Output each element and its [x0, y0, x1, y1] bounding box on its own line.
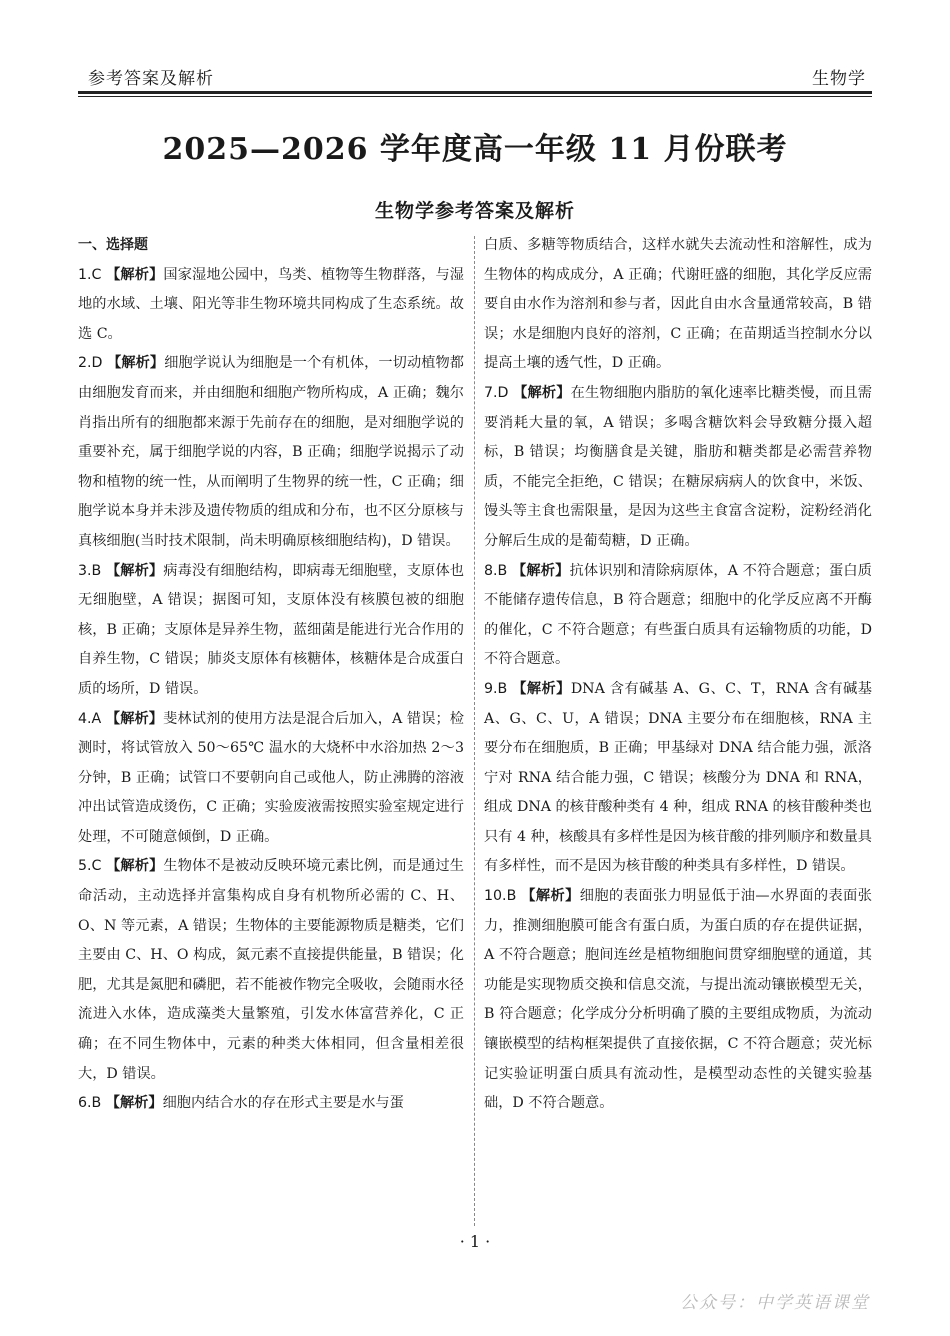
watermark: 公众号：中学英语课堂: [680, 1293, 870, 1313]
analysis-tag: 【解析】: [512, 680, 571, 697]
answer-item-3: [78, 557, 464, 705]
answer-text: 病毒没有细胞结构，即病毒无细胞壁，支原体也无细胞壁，A 错误；据图可知，支原体没有核膜包被的细胞核，B 正确；支原体是异养生物，蓝细菌是能进行光合作用的自养生物，C 错误；肺炎支原体有核糖体，核糖体是合成蛋白质的场所，D 错误。: [78, 562, 464, 697]
analysis-tag: 【解析】: [105, 562, 164, 579]
answer-item-10: [484, 882, 872, 1119]
answer-item-9: [484, 675, 872, 882]
document-subtitle: 生物学参考答案及解析: [374, 200, 575, 222]
answer-item-5: [78, 852, 464, 1089]
section-heading: 一、选择题: [78, 237, 148, 253]
document-title: 2025—2026 学年度高一年级 11 月份联考: [162, 132, 788, 167]
header-rule-thin: [78, 96, 872, 97]
analysis-tag: 【解析】: [105, 710, 164, 727]
answer-text: 细胞的表面张力明显低于油—水界面的表面张力，推测细胞膜可能含有蛋白质，为蛋白质的存在提供证据，A 不符合题意；胞间连丝是植物细胞间贯穿细胞壁的通道，其功能是实现物质交换和信息交流，与提出流动镶嵌模型无关，B 符合题意；化学成分分析明确了膜的主要组成物质，为流动镶嵌模型的结构框架提供了直接依据，C 不符合题意；荧光标记实验证明蛋白质具有流动性，是模型动态性的关键实验基础，D 不符合题意。: [484, 888, 872, 1112]
analysis-tag: 【解析】: [106, 858, 164, 875]
answer-text: 细胞内结合水的存在形式主要是水与蛋: [162, 1095, 404, 1112]
analysis-tag: 【解析】: [107, 355, 165, 372]
answer-text: 生物体不是被动反映环境元素比例，而是通过生命活动，主动选择并富集构成自身有机物所必需的 C、H、O、N 等元素，A 错误；生物体的主要能源物质是糖类，它们主要由 C、H、O 构成，氮元素不直接提供能量，B 错误；化肥，尤其是氮肥和磷肥，若不能被作物完全吸收，会随雨水径流进入水体，造成藻类大量繁殖，引发水体富营养化，C 正确；在不同生物体中，元素的种类大体相同，但含量相差很大，D 错误。: [78, 858, 464, 1082]
header-subject-label: 生物学: [812, 69, 866, 89]
answer-number: 8.B: [484, 562, 508, 579]
answer-number: 2.D: [78, 355, 103, 372]
answer-item-4: [78, 705, 464, 853]
answer-number: 9.B: [484, 680, 508, 697]
page-number: · 1 ·: [459, 1232, 491, 1251]
header-left-label: 参考答案及解析: [88, 69, 214, 89]
answer-text: DNA 含有碱基 A、G、C、T，RNA 含有碱基 A、G、C、U，A 错误；DNA 主要分布在细胞核，RNA 主要分布在细胞质，B 正确；甲基绿对 DNA 结合能力强，派洛宁对 RNA 结合能力强，C 错误；核酸分为 DNA 和 RNA，组成 DNA 的核苷酸种类有 4 种，组成 RNA 的核苷酸种类也只有 4 种，核酸具有多样性是因为核苷酸的排列顺序和数量具有多样性，而不是因为核苷酸的种类具有多样性，D 错误。: [484, 680, 872, 875]
left-column: [78, 231, 464, 1119]
answer-text: 抗体识别和清除病原体，A 不符合题意；蛋白质不能储存遗传信息，B 符合题意；细胞中的化学反应离不开酶的催化，C 不符合题意；有些蛋白质具有运输物质的功能，D 不符合题意。: [484, 562, 872, 668]
analysis-tag: 【解析】: [512, 562, 570, 579]
header-rule-thick: [78, 91, 872, 94]
right-column: [484, 231, 872, 1119]
answer-number: 3.B: [78, 562, 102, 579]
answer-item-7: [484, 379, 872, 557]
answer-item-8: [484, 557, 872, 675]
answer-item-6: [78, 1089, 464, 1119]
answer-item-2: [78, 349, 464, 556]
answer-item-6-continued: 白质、多糖等物质结合，这样水就失去流动性和溶解性，成为生物体的构成成分，A 正确；代谢旺盛的细胞，其化学反应需要自由水作为溶剂和参与者，因此自由水含量通常较高，B 错误；水是细胞内良好的溶剂，C 正确；在苗期适当控制水分以提高土壤的透气性，D 正确。: [484, 237, 872, 372]
answer-text: 细胞学说认为细胞是一个有机体，一切动植物都由细胞发育而来，并由细胞和细胞产物所构成，A 正确；魏尔肖指出所有的细胞都来源于先前存在的细胞，是对细胞学说的重要补充，属于细胞学说的内容，B 正确；细胞学说揭示了动物和植物的统一性，从而阐明了生物界的统一性，C 正确；细胞学说本身并未涉及遗传物质的组成和分布，也不区分原核与真核细胞(当时技术限制，尚未明确原核细胞结构)，D 错误。: [78, 355, 464, 549]
analysis-tag: 【解析】: [106, 266, 164, 283]
page-header: [78, 60, 872, 90]
analysis-tag: 【解析】: [513, 384, 571, 401]
answer-number: 10.B: [484, 888, 517, 905]
analysis-tag: 【解析】: [521, 888, 580, 905]
answer-item-1: [78, 261, 464, 350]
answer-number: 1.C: [78, 266, 102, 283]
answer-number: 6.B: [78, 1095, 102, 1112]
answer-number: 5.C: [78, 858, 102, 875]
analysis-tag: 【解析】: [105, 1095, 163, 1112]
answer-number: 4.A: [78, 710, 102, 727]
answer-number: 7.D: [484, 384, 509, 401]
column-divider: [474, 236, 475, 1226]
answer-text: 斐林试剂的使用方法是混合后加入，A 错误；检测时，将试管放入 50～65℃ 温水的大烧杯中水浴加热 2～3 分钟，B 正确；试管口不要朝向自己或他人，防止沸腾的溶液冲出试管造成烫伤，C 正确；实验废液需按照实验室规定进行处理，不可随意倾倒，D 正确。: [78, 710, 464, 845]
answer-text: 在生物细胞内脂肪的氧化速率比糖类慢，而且需要消耗大量的氧，A 错误；多喝含糖饮料会导致糖分摄入超标，B 错误；均衡膳食是关键，脂肪和糖类都是必需营养物质，不能完全拒绝，C 错误；在糖尿病病人的饮食中，米饭、馒头等主食也需限量，是因为这些主食富含淀粉，淀粉经消化分解后生成的是葡萄糖，D 正确。: [484, 384, 872, 549]
answer-text: 国家湿地公园中，鸟类、植物等生物群落，与湿地的水域、土壤、阳光等非生物环境共同构成了生态系统。故选 C。: [78, 266, 464, 342]
